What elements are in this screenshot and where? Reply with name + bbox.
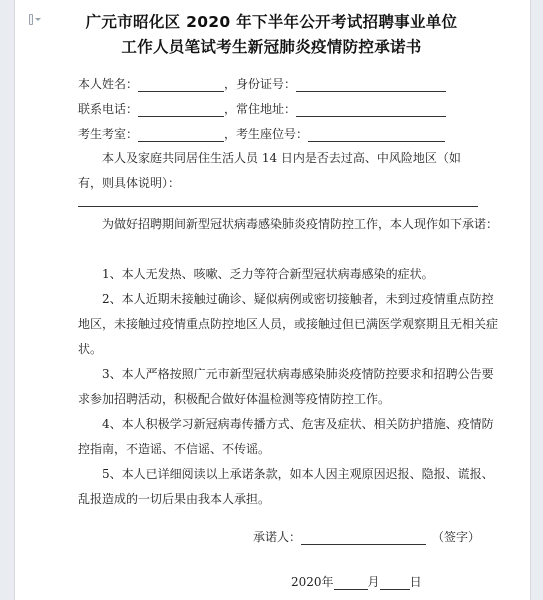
commitment-item-3: 3、本人严格按照广元市新型冠状病毒感染肺炎疫情防控要求和招聘公告要求参加招聘活动，积极配合做好体温检测等疫情防控工作。	[78, 367, 494, 406]
date-day: 日	[409, 575, 422, 589]
commitment-item-5: 5、本人已详细阅读以上承诺条款，如本人因主观原因迟报、隐报、谎报、乱报造成的一切后果由我本人承担。	[78, 467, 494, 506]
address-label: ，常住地址：	[224, 102, 297, 116]
room-field[interactable]	[138, 128, 224, 142]
day-field[interactable]	[380, 576, 410, 590]
form-row-name	[78, 75, 446, 92]
form-row-phone	[78, 100, 446, 117]
phone-label: 联系电话：	[78, 102, 139, 116]
seat-label: ，考生座位号：	[224, 127, 309, 141]
room-label: 考生考室：	[78, 127, 139, 141]
sign-note: （签字）	[432, 530, 481, 544]
declaration-line1: 本人及家庭共同居住生活人员 14 日内是否去过高、中风险地区（如	[102, 151, 461, 165]
date-row	[291, 573, 422, 590]
commitment-item-2: 2、本人近期未接触过确诊、疑似病例或密切接触者，未到过疫情重点防控地区，未接触过疫情重点防控地区人员，或接触过但已满医学观察期且无相关症状。	[78, 292, 499, 356]
date-year: 2020年	[291, 575, 334, 589]
phone-field[interactable]	[138, 103, 224, 117]
id-label: ，身份证号：	[224, 77, 297, 91]
signer-label: 承诺人：	[253, 530, 302, 544]
id-number-field[interactable]	[296, 78, 446, 92]
date-month: 月	[367, 575, 380, 589]
declaration-line2: 有，则具体说明）：	[78, 176, 181, 190]
signature-field[interactable]	[301, 531, 426, 545]
signature-row	[253, 528, 480, 545]
form-row-room	[78, 125, 445, 142]
commitment-item-1: 1、本人无发热、咳嗽、乏力等符合新型冠状病毒感染的症状。	[102, 267, 434, 281]
seat-field[interactable]	[308, 128, 445, 142]
name-label: 本人姓名：	[78, 77, 139, 91]
document-title-line2: 工作人员笔试考生新冠肺炎疫情防控承诺书	[121, 38, 422, 56]
name-field[interactable]	[138, 78, 224, 92]
address-field[interactable]	[296, 103, 446, 117]
intro-paragraph: 为做好招聘期间新型冠状病毒感染肺炎疫情防控工作，本人现作如下承诺：	[102, 217, 499, 231]
commitment-item-4: 4、本人积极学习新冠病毒传播方式、危害及症状、相关防护措施、疫情防控指南，不造谣、不信谣、不传谣。	[78, 417, 494, 456]
declaration-answer-line[interactable]	[78, 206, 478, 207]
month-field[interactable]	[334, 576, 368, 590]
document-title-line1: 广元市昭化区 2020 年下半年公开考试招聘事业单位	[85, 13, 458, 31]
